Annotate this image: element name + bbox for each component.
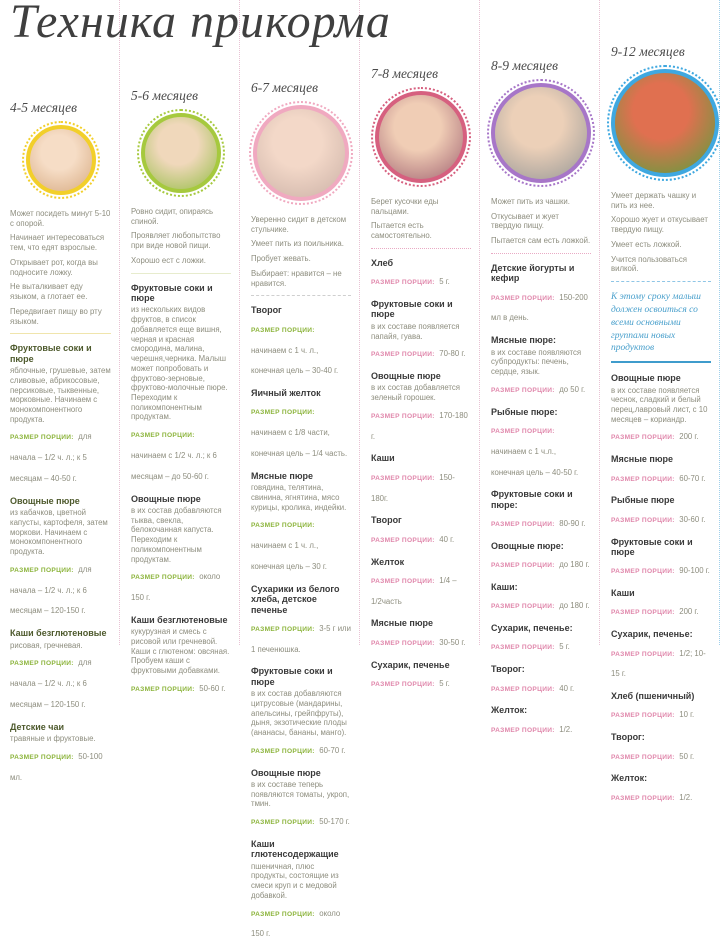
portion-row	[611, 642, 711, 684]
food-item	[251, 584, 351, 659]
food-item	[611, 588, 711, 621]
food-name: Каши	[611, 588, 635, 599]
food-item	[251, 471, 351, 576]
portion-value: 30-60 г.	[679, 514, 706, 524]
skill-item: Может пить из чашки.	[491, 197, 570, 206]
skills-list	[491, 197, 591, 246]
food-name: Каши:	[491, 581, 518, 592]
portion-label: РАЗМЕР ПОРЦИИ:	[611, 568, 675, 576]
food-item	[611, 454, 711, 487]
age-heading: 8-9 месяцев	[491, 58, 559, 73]
portion-value: 1/4 – 1/2часть	[371, 575, 457, 606]
portion-label: РАЗМЕР ПОРЦИИ:	[131, 685, 195, 693]
food-description: в их состав добавляется зеленый горошек.	[371, 383, 461, 403]
portion-label: РАЗМЕР ПОРЦИИ:	[491, 427, 555, 435]
age-heading: 7-8 месяцев	[371, 66, 439, 81]
portion-label: РАЗМЕР ПОРЦИИ:	[491, 520, 555, 528]
food-description: в их состав добавляются цитрусовые (мандарины, апельсины, грейпфруты), дыня, экзотические плоды (ананасы, бананы, манго).	[251, 689, 347, 738]
portion-row	[611, 425, 711, 446]
food-name: Творог	[251, 305, 282, 316]
food-description: говядина, телятина, свинина, ягнятина, мясо курицы, кролика, индейки.	[251, 483, 347, 512]
portion-value: 50 г.	[679, 751, 695, 761]
portion-row	[251, 400, 351, 462]
portion-label: РАЗМЕР ПОРЦИИ:	[251, 522, 315, 530]
portion-label: РАЗМЕР ПОРЦИИ:	[10, 434, 74, 442]
portion-value: около 150 г.	[251, 908, 341, 939]
note-divider	[611, 361, 711, 363]
food-name: Фруктовые соки и пюре:	[491, 489, 573, 510]
food-description: из нескольких видов фруктов, в список добавляется еще вишня, черная и красная смородина, малина, черешня,черника. Малыш может попробовать и фруктово-зерновые, фруктово-молочные пюре. Переходим к поликомпонентным продуктам.	[131, 305, 228, 422]
food-name: Фруктовые соки и пюре	[371, 299, 453, 320]
food-item	[371, 453, 471, 507]
food-item	[251, 768, 351, 831]
food-name: Каши	[371, 453, 395, 464]
portion-row	[611, 559, 711, 580]
portion-value: до 180 г.	[559, 560, 590, 570]
portion-row	[611, 600, 711, 621]
portion-row	[251, 810, 351, 831]
portion-value: 80-90 г.	[559, 518, 586, 528]
portion-label: РАЗМЕР ПОРЦИИ:	[251, 625, 315, 633]
food-name: Фруктовые соки и пюре	[251, 666, 333, 687]
food-item	[491, 335, 591, 398]
skill-item: Выбирает: нравится – не нравится.	[251, 268, 342, 288]
portion-value: 5 г.	[559, 642, 570, 652]
portion-row	[371, 528, 471, 549]
portion-row	[611, 786, 711, 807]
food-name: Сухарик, печенье	[371, 659, 450, 670]
portion-row	[251, 739, 351, 760]
milestone-note: К этому сроку малыш должен освоиться со всеми основными группами новых продуктов	[611, 292, 701, 354]
food-name: Овощные пюре	[371, 371, 441, 382]
food-name: Овощные пюре:	[491, 540, 564, 551]
food-name: Мясные пюре	[371, 618, 434, 629]
food-name: Детские йогурты и кефир	[491, 262, 575, 284]
portion-value: 60-70 г.	[679, 473, 706, 483]
portion-row	[491, 419, 591, 481]
skill-item: Пытается сам есть ложкой.	[491, 236, 591, 246]
age-column	[600, 0, 720, 802]
skill-item: Начинает интересоваться тем, что едят взрослые.	[10, 233, 105, 253]
food-item	[491, 664, 591, 697]
age-column	[120, 0, 240, 693]
food-description: кукурузная и смесь с рисовой или гречневой. Каши с глютеном: овсяная. Пробуем каши с фруктовыми добавками.	[131, 627, 230, 676]
portion-value: для начала – 1/2 ч. л.; к 6 месяцам – 120-150 г.	[10, 564, 92, 616]
portion-row	[251, 513, 351, 575]
food-name: Творог:	[491, 664, 525, 675]
portion-label: РАЗМЕР ПОРЦИИ:	[371, 536, 435, 544]
skill-item: Умеет есть ложкой.	[611, 239, 682, 249]
food-name: Фруктовые соки и пюре	[131, 282, 213, 304]
food-item	[10, 722, 111, 787]
food-item	[491, 541, 591, 574]
portion-value: начинаем с 1 ч. л., конечная цель – 30-40 г.	[251, 345, 339, 376]
portion-value: 170-180 г.	[371, 410, 468, 441]
portion-label: РАЗМЕР ПОРЦИИ:	[491, 294, 555, 302]
food-item	[611, 629, 711, 683]
portion-value: 5 г.	[439, 277, 450, 287]
food-name: Каши безглютеновые	[131, 614, 228, 625]
skill-item: Учится пользоваться вилкой.	[611, 254, 687, 274]
portion-value: начинаем с 1 ч. л., конечная цель – 30 г.	[251, 541, 327, 572]
food-description: в их составе теперь появляются томаты, укроп, тмин.	[251, 779, 350, 809]
food-item	[251, 666, 351, 759]
portion-label: РАЗМЕР ПОРЦИИ:	[491, 386, 555, 394]
food-item	[611, 732, 711, 765]
portion-row	[491, 718, 591, 739]
portion-value: 200 г.	[679, 607, 699, 617]
age-column	[360, 0, 480, 688]
food-item	[251, 305, 351, 380]
food-item	[371, 371, 471, 445]
portion-row	[251, 617, 351, 659]
portion-label: РАЗМЕР ПОРЦИИ:	[371, 639, 435, 647]
portion-row	[251, 902, 351, 943]
portion-row	[371, 342, 471, 363]
portion-value: до 50 г.	[559, 384, 586, 394]
portion-label: РАЗМЕР ПОРЦИИ:	[611, 794, 675, 802]
portion-row	[131, 423, 231, 485]
food-description: из кабачков, цветной капусты, картофеля, затем моркови. Начинаем с монокомпонентного продукта.	[10, 508, 108, 557]
portion-label: РАЗМЕР ПОРЦИИ:	[251, 326, 315, 334]
food-item	[371, 557, 471, 611]
baby-photo	[26, 125, 96, 195]
skills-list	[131, 207, 231, 266]
food-name: Фруктовые соки и пюре	[10, 343, 92, 364]
portion-value: 70-80 г.	[439, 349, 466, 359]
food-item	[131, 494, 231, 607]
portion-label: РАЗМЕР ПОРЦИИ:	[251, 910, 315, 918]
food-name: Овощные пюре	[131, 493, 201, 504]
food-name: Мясные пюре:	[491, 335, 557, 346]
food-item	[371, 258, 471, 291]
portion-label: РАЗМЕР ПОРЦИИ:	[131, 574, 195, 582]
food-description: в их состав добавляются тыква, свекла, белокочанная капуста. Переходим к поликомпонентным продуктам.	[131, 505, 222, 564]
portion-row	[491, 594, 591, 615]
food-description: в их составе появляются субпродукты: печень, сердце, язык.	[491, 347, 582, 377]
baby-photo	[141, 113, 221, 193]
food-item	[251, 388, 351, 463]
food-name: Овощные пюре	[10, 495, 80, 506]
food-name: Яичный желток	[251, 388, 321, 399]
skill-item: Уверенно сидит в детском стульчике.	[251, 215, 347, 234]
food-item	[251, 839, 351, 943]
portion-row	[371, 569, 471, 611]
portion-label: РАЗМЕР ПОРЦИИ:	[491, 603, 555, 611]
food-description: яблочные, грушевые, затем сливовые, абрикосовые, персиковые, тыквенные, морковные. Начинаем с монокомпонентного продукта.	[10, 366, 111, 424]
food-description: в их составе появляется чеснок, сладкий и белый перец,лавровый лист, с 10 месяцев – кориандр.	[611, 385, 708, 424]
portion-label: РАЗМЕР ПОРЦИИ:	[611, 609, 675, 617]
portion-row	[491, 677, 591, 698]
skill-item: Пытается есть самостоятельно.	[371, 221, 432, 241]
portion-label: РАЗМЕР ПОРЦИИ:	[10, 566, 74, 574]
portion-row	[10, 745, 111, 787]
section-divider	[371, 248, 471, 249]
skill-item: Умеет пить из поильника.	[251, 239, 344, 249]
food-name: Сухарик, печенье:	[611, 629, 693, 640]
portion-row	[611, 703, 711, 724]
food-name: Рыбные пюре	[611, 495, 675, 506]
portion-value: для начала – 1/2 ч. л.; к 5 месяцам – 40-50 г.	[10, 432, 92, 484]
food-description: рисовая, гречневая.	[10, 640, 83, 650]
portion-value: начинаем с 1/8 части, конечная цель – 1/4 часть.	[251, 428, 348, 459]
portion-label: РАЗМЕР ПОРЦИИ:	[10, 753, 74, 761]
portion-row	[611, 467, 711, 488]
portion-label: РАЗМЕР ПОРЦИИ:	[251, 409, 315, 417]
age-column	[240, 0, 360, 939]
portion-value: 60-70 г.	[319, 745, 346, 755]
skill-item: Пробует жевать.	[251, 254, 311, 264]
portion-label: РАЗМЕР ПОРЦИИ:	[251, 747, 315, 755]
portion-value: 50-170 г.	[319, 817, 350, 827]
food-item	[10, 343, 111, 487]
foods-list	[611, 291, 711, 806]
food-item	[371, 515, 471, 548]
portion-row	[10, 651, 111, 713]
portion-value: 200 г.	[679, 432, 699, 442]
food-name: Желток:	[491, 705, 528, 716]
section-divider	[131, 273, 231, 274]
skill-item: Хорошо ест с ложки.	[131, 255, 206, 265]
food-item	[10, 628, 111, 713]
food-name: Хлеб	[371, 257, 394, 268]
portion-value: 90-100 г.	[679, 566, 710, 576]
portion-value: начинаем с 1 ч.л., конечная цель – 40-50 г.	[491, 446, 579, 477]
portion-label: РАЗМЕР ПОРЦИИ:	[491, 562, 555, 570]
page-title: Техника прикорма	[10, 0, 391, 48]
portion-row	[251, 318, 351, 380]
portion-label: РАЗМЕР ПОРЦИИ:	[371, 474, 435, 482]
portion-row	[611, 745, 711, 766]
portion-label: РАЗМЕР ПОРЦИИ:	[491, 685, 555, 693]
portion-row	[491, 635, 591, 656]
skill-item: Откусывает и жует твердую пищу.	[491, 211, 559, 231]
portion-label: РАЗМЕР ПОРЦИИ:	[491, 726, 555, 734]
skill-item: Хорошо жует и откусывает твердую пищу.	[611, 215, 708, 235]
foods-list	[371, 258, 471, 693]
food-name: Желток:	[611, 773, 648, 784]
portion-row	[371, 404, 471, 446]
food-name: Рыбные пюре:	[491, 406, 558, 417]
food-name: Овощные пюре	[611, 373, 681, 384]
age-heading: 9-12 месяцев	[611, 44, 685, 59]
food-name: Каши глютенсодержащие	[251, 838, 339, 860]
food-name: Сухарик, печенье:	[491, 623, 573, 634]
skill-item: Ровно сидит, опираясь спиной.	[131, 207, 214, 226]
age-heading: 4-5 месяцев	[10, 100, 78, 115]
food-item	[611, 373, 711, 446]
food-name: Хлеб (пшеничный)	[611, 691, 695, 702]
age-column	[480, 0, 600, 734]
skills-list	[371, 197, 471, 241]
portion-value: 50-100 мл.	[10, 751, 103, 782]
portion-row	[491, 286, 591, 328]
portion-value: 150-180г.	[371, 472, 455, 503]
portion-value: около 150 г.	[131, 572, 221, 603]
foods-list	[131, 283, 231, 698]
portion-row	[491, 553, 591, 574]
skills-list	[611, 191, 711, 274]
baby-photo	[375, 91, 467, 183]
food-name: Сухарики из белого хлеба, детское печенье	[251, 583, 340, 615]
food-item	[491, 623, 591, 656]
age-heading: 6-7 месяцев	[251, 80, 319, 95]
portion-label: РАЗМЕР ПОРЦИИ:	[611, 475, 675, 483]
portion-value: для начала – 1/2 ч. л.; к 6 месяцам – 120-150 г.	[10, 658, 92, 709]
food-name: Овощные пюре	[251, 767, 321, 778]
food-item	[491, 407, 591, 482]
food-name: Мясные пюре	[251, 470, 314, 481]
section-divider	[491, 253, 591, 254]
food-item	[371, 618, 471, 651]
portion-label: РАЗМЕР ПОРЦИИ:	[371, 412, 435, 420]
portion-row	[10, 425, 111, 487]
portion-label: РАЗМЕР ПОРЦИИ:	[611, 712, 675, 720]
portion-row	[491, 378, 591, 399]
portion-label: РАЗМЕР ПОРЦИИ:	[491, 644, 555, 652]
skill-item: Умеет держать чашку и пить из нее.	[611, 191, 697, 210]
food-name: Желток	[371, 556, 405, 567]
foods-list	[251, 305, 351, 943]
section-divider	[251, 295, 351, 296]
food-name: Творог	[371, 515, 402, 526]
food-description: пшеничная, плюс продукты, состоящие из смеси круп и с медовой добавкой.	[251, 861, 339, 900]
portion-value: 1/2.	[679, 792, 693, 802]
skills-list	[10, 209, 111, 326]
portion-label: РАЗМЕР ПОРЦИИ:	[251, 819, 315, 827]
food-item	[611, 495, 711, 528]
portion-value: 30-50 г.	[439, 637, 466, 647]
skills-list	[251, 215, 351, 288]
skill-item: Передвигает пищу во рту языком.	[10, 306, 102, 326]
age-heading: 5-6 месяцев	[131, 88, 199, 103]
portion-label: РАЗМЕР ПОРЦИИ:	[611, 516, 675, 524]
portion-value: 40 г.	[439, 534, 455, 544]
food-item	[371, 660, 471, 693]
portion-value: 10 г.	[679, 710, 695, 720]
portion-label: РАЗМЕР ПОРЦИИ:	[371, 680, 435, 688]
foods-list	[491, 263, 591, 739]
food-item	[491, 582, 591, 615]
skill-item: Проявляет любопытство при виде новой пищи.	[131, 231, 221, 251]
portion-value: до 180 г.	[559, 601, 590, 611]
food-item	[131, 283, 231, 486]
food-description: травяные и фруктовые.	[10, 734, 96, 744]
food-name: Каши безглютеновые	[10, 628, 107, 639]
skill-item: Не выталкивает еду языком, а глотает ее.	[10, 282, 88, 302]
portion-value: 40 г.	[559, 683, 575, 693]
baby-photo	[491, 83, 591, 183]
portion-row	[371, 672, 471, 693]
portion-row	[10, 558, 111, 620]
section-divider	[611, 281, 711, 282]
portion-label: РАЗМЕР ПОРЦИИ:	[371, 351, 435, 359]
baby-photo	[611, 69, 719, 177]
baby-photo	[253, 105, 349, 201]
food-item	[491, 489, 591, 532]
food-name: Творог:	[611, 732, 645, 743]
food-item	[491, 263, 591, 327]
portion-value: 150-200 мл в день.	[491, 292, 588, 323]
food-item	[10, 496, 111, 620]
food-name: Мясные пюре	[611, 454, 674, 465]
portion-label: РАЗМЕР ПОРЦИИ:	[611, 434, 675, 442]
portion-row	[131, 565, 231, 607]
portion-value: 1/2.	[559, 724, 573, 734]
portion-row	[491, 512, 591, 533]
food-description: в их составе появляется папайя, гуава.	[371, 321, 460, 341]
portion-row	[371, 466, 471, 508]
portion-value: начинаем с 1/2 ч. л.; к 6 месяцам – до 50-60 г.	[131, 450, 217, 481]
food-item	[611, 773, 711, 806]
food-item	[131, 615, 231, 698]
portion-label: РАЗМЕР ПОРЦИИ:	[371, 279, 435, 287]
food-item	[371, 299, 471, 363]
portion-label: РАЗМЕР ПОРЦИИ:	[131, 432, 195, 440]
skill-item: Открывает рот, когда вы подносите ложку.	[10, 257, 98, 277]
portion-label: РАЗМЕР ПОРЦИИ:	[10, 660, 74, 668]
food-item	[611, 691, 711, 724]
portion-value: 50-60 г.	[199, 683, 226, 693]
portion-label: РАЗМЕР ПОРЦИИ:	[611, 650, 675, 658]
food-name: Детские чаи	[10, 721, 65, 732]
foods-list	[10, 343, 111, 786]
portion-row	[611, 508, 711, 529]
skill-item: Берет кусочки еды пальцами.	[371, 197, 439, 216]
section-divider	[10, 333, 111, 334]
skill-item: Может посидеть минут 5-10 с опорой.	[10, 209, 111, 228]
portion-label: РАЗМЕР ПОРЦИИ:	[371, 577, 435, 585]
food-name: Фруктовые соки и пюре	[611, 536, 693, 557]
portion-row	[131, 677, 231, 698]
food-item	[491, 705, 591, 738]
portion-label: РАЗМЕР ПОРЦИИ:	[611, 753, 675, 761]
portion-row	[371, 631, 471, 652]
portion-value: 3-5 г или 1 печенюшка.	[251, 623, 351, 654]
food-item	[611, 537, 711, 580]
portion-row	[371, 270, 471, 291]
age-column	[0, 0, 120, 782]
portion-value: 5 г.	[439, 678, 450, 688]
portion-value: 1/2; 10-15 г.	[611, 648, 706, 679]
